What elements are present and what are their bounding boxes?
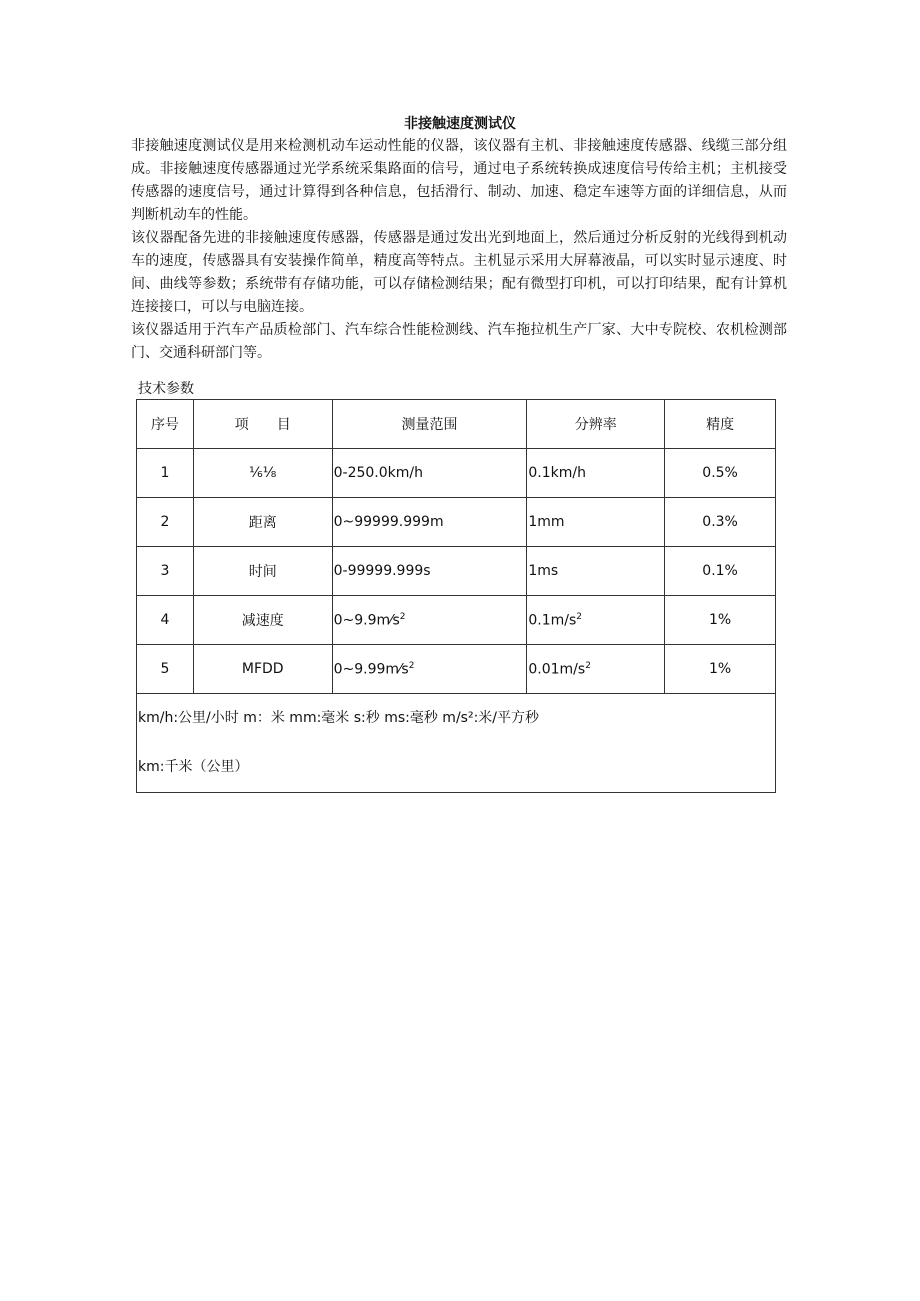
unit-note-line-1: km/h:公里/小时 m：米 mm:毫米 s:秒 ms:毫秒 m/s²:米/平方秒 [138, 710, 540, 726]
cell-resolution [527, 645, 665, 694]
table-row [137, 547, 776, 596]
table-row [137, 596, 776, 645]
cell-item: ⅙⅛ [193, 449, 332, 498]
cell-accuracy: 1% [665, 645, 776, 694]
cell-resolution-text: 0.1m/s [528, 612, 577, 629]
description [131, 135, 787, 365]
cell-no: 5 [137, 645, 194, 694]
cell-range: 0-99999.999s [332, 547, 527, 596]
superscript: 2 [399, 611, 406, 622]
cell-range-text: 0~9.9m⁄s [333, 612, 400, 629]
cell-range [332, 645, 527, 694]
cell-range [332, 596, 527, 645]
cell-item: MFDD [193, 645, 332, 694]
cell-resolution-text: 0.01m/s [528, 661, 586, 678]
unit-note [137, 694, 776, 793]
cell-resolution: 1mm [527, 498, 665, 547]
cell-item: 减速度 [193, 596, 332, 645]
cell-accuracy: 0.1% [665, 547, 776, 596]
header-accuracy: 精度 [665, 400, 776, 449]
params-label: 技术参数 [138, 381, 194, 397]
header-no: 序号 [137, 400, 194, 449]
table-row [137, 449, 776, 498]
cell-resolution: 0.1km/h [527, 449, 665, 498]
header-resolution: 分辨率 [527, 400, 665, 449]
table-row [137, 645, 776, 694]
cell-accuracy: 1% [665, 596, 776, 645]
paragraph-sensor: 该仪器配备先进的非接触速度传感器，传感器是通过发出光到地面上，然后通过分析反射的光线得到机动车的速度，传感器具有安装操作简单，精度高等特点。主机显示采用大屏幕液晶，可以实时显示速度、时间、曲线等参数；系统带有存储功能，可以存储检测结果；配有微型打印机，可以打印结果，配有计算机连接接口，可以与电脑连接。 [131, 230, 787, 315]
paragraph-intro: 非接触速度测试仪是用来检测机动车运动性能的仪器，该仪器有主机、非接触速度传感器、线缆三部分组成。非接触速度传感器通过光学系统采集路面的信号，通过电子系统转换成速度信号传给主机；主机接受传感器的速度信号，通过计算得到各种信息，包括滑行、制动、加速、稳定车速等方面的详细信息，从而判断机动车的性能。 [131, 138, 787, 223]
table-note-row [137, 694, 776, 793]
cell-no: 3 [137, 547, 194, 596]
cell-no: 2 [137, 498, 194, 547]
cell-item: 距离 [193, 498, 332, 547]
cell-range-text: 0~9.99m⁄s [333, 661, 409, 678]
cell-range: 0~99999.999m [332, 498, 527, 547]
cell-resolution [527, 596, 665, 645]
unit-note-line-2: km:千米（公里） [138, 759, 249, 775]
header-item: 项 目 [193, 400, 332, 449]
paragraph-usage: 该仪器适用于汽车产品质检部门、汽车综合性能检测线、汽车拖拉机生产厂家、大中专院校、农机检测部门、交通科研部门等。 [131, 322, 787, 361]
cell-no: 4 [137, 596, 194, 645]
header-range: 测量范围 [332, 400, 527, 449]
cell-range: 0-250.0km/h [332, 449, 527, 498]
cell-item: 时间 [193, 547, 332, 596]
spec-table [136, 399, 776, 793]
page-title: 非接触速度测试仪 [404, 116, 516, 132]
cell-no: 1 [137, 449, 194, 498]
table-header-row [137, 400, 776, 449]
superscript: 2 [585, 660, 591, 671]
superscript: 2 [408, 660, 415, 671]
cell-accuracy: 0.3% [665, 498, 776, 547]
table-row [137, 498, 776, 547]
cell-accuracy: 0.5% [665, 449, 776, 498]
cell-resolution: 1ms [527, 547, 665, 596]
superscript: 2 [576, 611, 583, 622]
